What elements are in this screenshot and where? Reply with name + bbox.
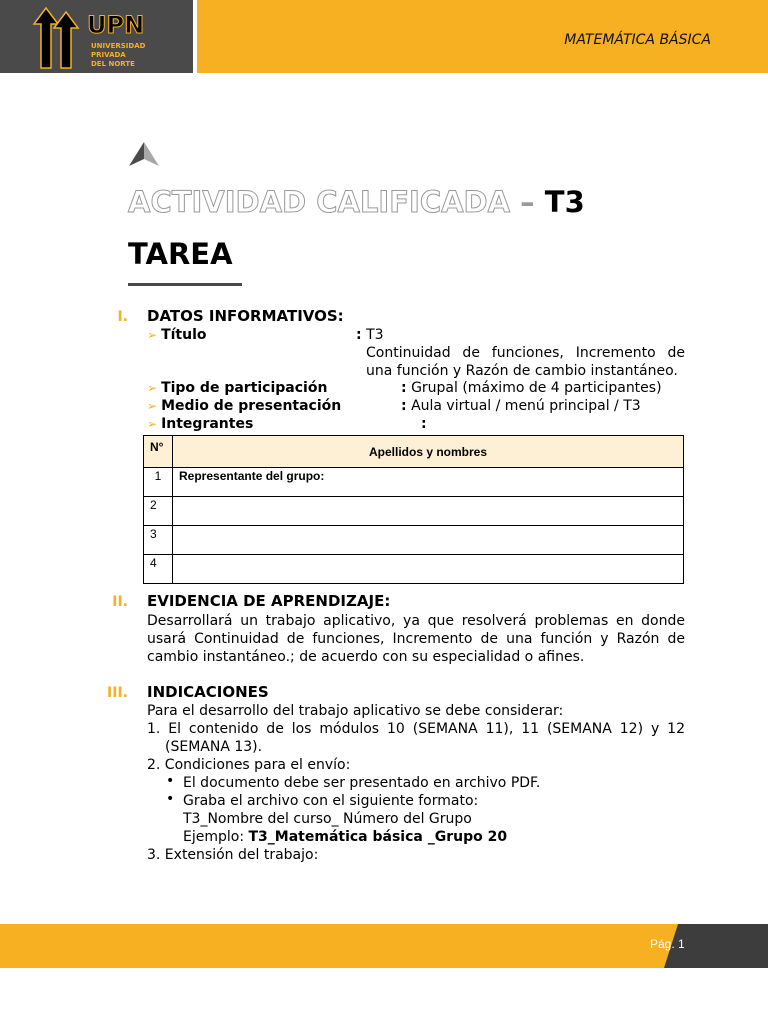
row-name[interactable] (173, 526, 684, 555)
activity-title-dash: – (520, 185, 535, 219)
row-number: 3 (144, 526, 173, 555)
svg-text:DEL NORTE: DEL NORTE (91, 60, 135, 68)
section-1-title: DATOS INFORMATIVOS: (147, 307, 344, 325)
section-1-number: I. (117, 309, 128, 325)
row-number: 2 (144, 497, 173, 526)
table-row (144, 555, 684, 584)
svg-text:UPN: UPN (87, 11, 145, 39)
arrow-bullet-icon: ➢ (147, 417, 158, 431)
section-3-title: INDICACIONES (147, 683, 269, 701)
page-subtitle: TAREA (128, 237, 233, 271)
subtitle-underline (128, 283, 242, 286)
file-format: T3_Nombre del curso_ Número del Grupo (183, 811, 472, 827)
section-3-number: III. (107, 685, 128, 701)
field-value-medio: : Aula virtual / menú principal / T3 (401, 398, 641, 414)
title-description-line1: Continuidad de funciones, Incremento de (366, 345, 685, 361)
svg-text:UNIVERSIDAD: UNIVERSIDAD (91, 42, 146, 50)
field-tipo-participacion (147, 379, 327, 397)
upn-logo (30, 6, 150, 74)
field-titulo (147, 326, 207, 344)
navigation-arrow-icon (127, 140, 161, 174)
bullet-dot-icon: • (166, 791, 175, 807)
field-label: Integrantes (161, 416, 254, 432)
title-description-line2: una función y Razón de cambio instantáneo. (366, 363, 678, 379)
row-number: 4 (144, 555, 173, 584)
field-integrantes (147, 415, 253, 433)
field-value-tipo: : Grupal (máximo de 4 participantes) (401, 380, 662, 396)
indication-item-3: 3. Extensión del trabajo: (147, 847, 319, 863)
field-value-titulo: : T3 (356, 327, 384, 343)
svg-text:PRIVADA: PRIVADA (91, 51, 126, 59)
members-table (143, 435, 684, 584)
field-medio-presentacion (147, 397, 341, 415)
table-row (144, 468, 684, 497)
activity-title (128, 180, 585, 224)
row-name[interactable] (173, 497, 684, 526)
file-format-example: Ejemplo: T3_Matemática básica _Grupo 20 (183, 829, 508, 845)
arrow-bullet-icon: ➢ (147, 328, 158, 342)
field-value-integrantes: : (421, 416, 427, 432)
section-2-number: II. (112, 594, 128, 610)
field-label: Medio de presentación (161, 398, 342, 414)
table-header-number: N° (144, 436, 173, 468)
field-label: Tipo de participación (161, 380, 328, 396)
arrow-bullet-icon: ➢ (147, 399, 158, 413)
indication-item-1: 1. El contenido de los módulos 10 (SEMANA 11), 11 (SEMANA 12) y 12 (147, 721, 685, 737)
condition-bullet-2: Graba el archivo con el siguiente formato: (183, 793, 479, 809)
row-name[interactable]: Representante del grupo: (173, 468, 684, 497)
page-number: Pág. 1 (650, 937, 685, 951)
indications-intro: Para el desarrollo del trabajo aplicativo se debe considerar: (147, 703, 564, 719)
course-title: MATEMÁTICA BÁSICA (564, 32, 711, 48)
row-number: 1 (144, 468, 173, 497)
arrow-bullet-icon: ➢ (147, 381, 158, 395)
row-name[interactable] (173, 555, 684, 584)
section-2-title: EVIDENCIA DE APRENDIZAJE: (147, 592, 391, 610)
field-label: Título (161, 327, 207, 343)
condition-bullet-1: El documento debe ser presentado en archivo PDF. (183, 775, 541, 791)
bullet-dot-icon: • (166, 773, 175, 789)
indication-item-1-cont: (SEMANA 13). (165, 739, 263, 755)
indication-item-2: 2. Condiciones para el envío: (147, 757, 351, 773)
table-row (144, 526, 684, 555)
activity-code: T3 (544, 185, 585, 219)
table-header-row (144, 436, 684, 468)
table-header-names: Apellidos y nombres (173, 436, 684, 468)
activity-title-outline: ACTIVIDAD CALIFICADA (128, 185, 511, 219)
table-row (144, 497, 684, 526)
learning-evidence-text: Desarrollará un trabajo aplicativo, ya que resolverá problemas en donde usará Continuidad de funciones, Incremento de una función y Razón de cambio instantáneo.; de acuerdo con su especialidad o afines. (147, 613, 685, 665)
